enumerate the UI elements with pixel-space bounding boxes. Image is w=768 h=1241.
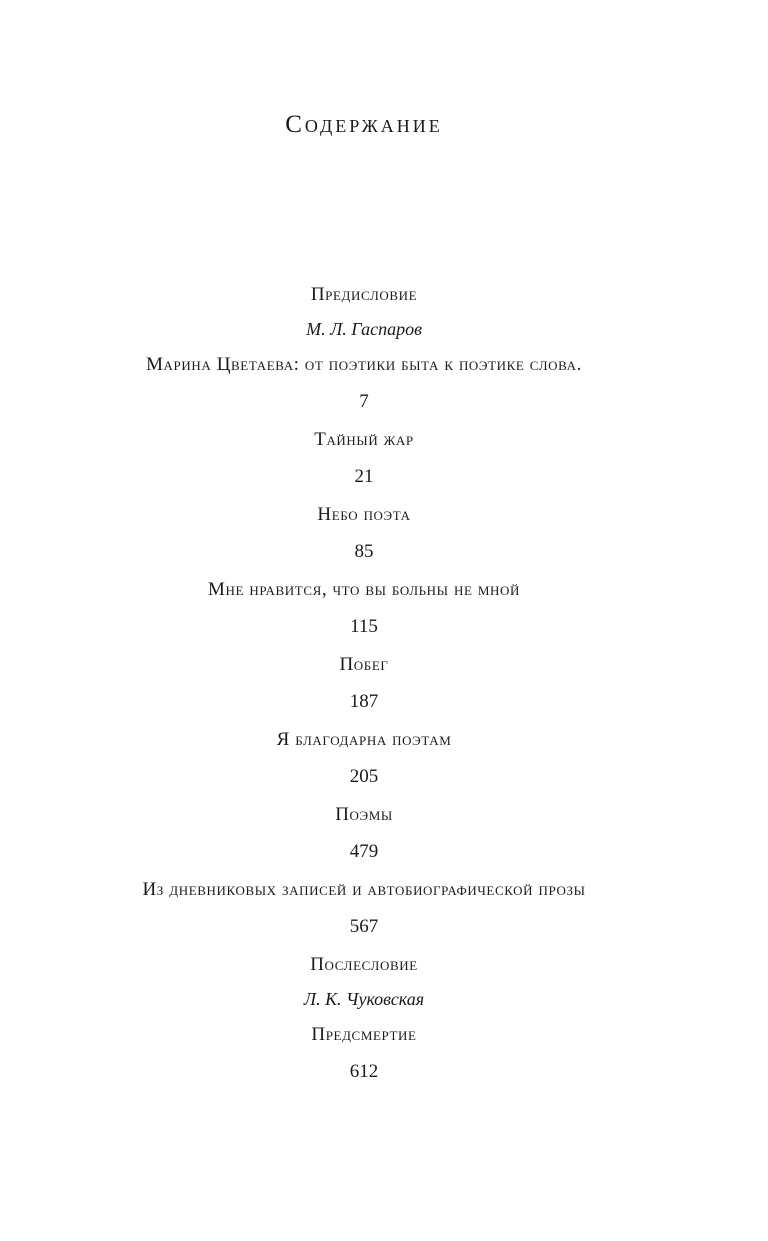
toc-section-page: 115 (350, 616, 378, 637)
toc-section-page: 21 (354, 466, 374, 487)
toc-section-title[interactable]: Мне нравится, что вы больны не мной (208, 579, 520, 600)
toc-section-title[interactable]: Побег (339, 654, 389, 675)
toc-section-page: 205 (349, 766, 379, 787)
toc-section-title[interactable]: Поэмы (335, 804, 393, 825)
toc-preface-author: М. Л. Гаспаров (306, 319, 422, 339)
toc-afterword-page: 612 (349, 1061, 379, 1082)
toc-section-title[interactable]: Небо поэта (317, 504, 411, 525)
toc-afterword-author: Л. К. Чуковская (303, 989, 425, 1009)
toc-preface-title[interactable]: Марина Цветаева: от поэтики быта к поэтике слова. (146, 354, 582, 375)
page-title: Содержание (285, 111, 443, 138)
toc-section-title[interactable]: Из дневниковых записей и автобиографической прозы (142, 879, 586, 900)
toc-preface-page: 7 (359, 391, 369, 412)
toc-section-title[interactable]: Тайный жар (314, 429, 414, 450)
toc-section-page: 85 (354, 541, 374, 562)
toc-preface-label[interactable]: Предисловие (310, 284, 418, 305)
toc-section-page: 567 (349, 916, 379, 937)
table-of-contents (0, 276, 728, 1091)
toc-section-page: 479 (349, 841, 379, 862)
toc-afterword-title[interactable]: Предсмертие (311, 1024, 417, 1045)
toc-afterword-label[interactable]: Послесловие (310, 954, 418, 975)
toc-section-title[interactable]: Я благодарна поэтам (276, 729, 452, 750)
toc-section-page: 187 (349, 691, 379, 712)
